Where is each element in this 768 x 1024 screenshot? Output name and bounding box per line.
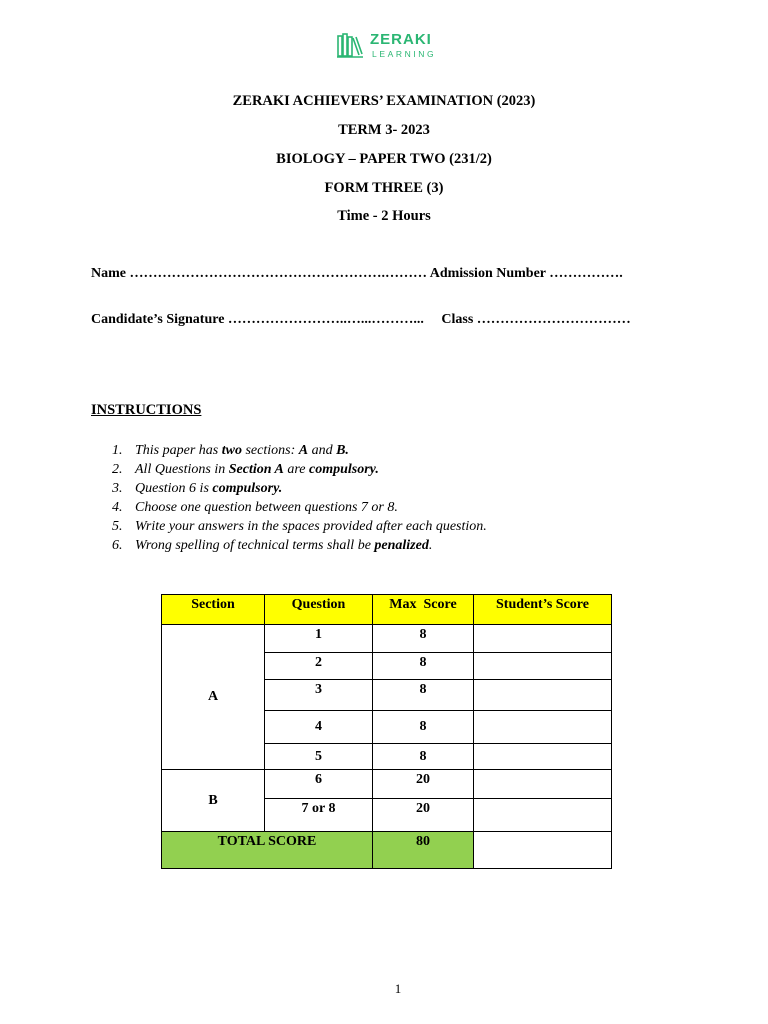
student-score-cell — [474, 680, 612, 711]
max-score-cell: 20 — [373, 799, 474, 832]
instruction-item: 6. Wrong spelling of technical terms shall be penalized. — [112, 538, 433, 553]
student-score-cell — [474, 625, 612, 653]
max-score-cell: 8 — [373, 744, 474, 770]
table-row — [162, 770, 612, 799]
max-score-cell: 20 — [373, 770, 474, 799]
header-student-score: Student’s Score — [474, 595, 612, 625]
instruction-item: 3. Question 6 is compulsory. — [112, 481, 283, 496]
max-score-cell: 8 — [373, 653, 474, 680]
total-score-label: TOTAL SCORE — [162, 832, 373, 869]
name-admission-line: Name ……………………………………………….……… Admission Number ……………. — [91, 266, 623, 281]
signature-class-line: Candidate’s Signature ……………………..…...………... Class …………………………… — [91, 312, 631, 327]
total-student-score — [474, 832, 612, 869]
total-row — [162, 832, 612, 869]
logo-brand-text: ZERAKI — [370, 31, 432, 48]
question-cell: 3 — [265, 680, 373, 711]
header-max-score: Max Score — [373, 595, 474, 625]
score-table — [161, 594, 612, 869]
question-cell: 4 — [265, 711, 373, 744]
exam-subject: BIOLOGY – PAPER TWO (231/2) — [276, 151, 492, 167]
question-cell: 5 — [265, 744, 373, 770]
header-section: Section — [162, 595, 265, 625]
exam-term: TERM 3- 2023 — [338, 122, 430, 138]
max-score-cell: 8 — [373, 711, 474, 744]
question-cell: 6 — [265, 770, 373, 799]
total-max-score: 80 — [373, 832, 474, 869]
student-score-cell — [474, 770, 612, 799]
student-score-cell — [474, 653, 612, 680]
section-b-cell: B — [162, 770, 265, 832]
zeraki-logo — [337, 31, 447, 61]
section-a-cell: A — [162, 625, 265, 770]
instructions-list — [112, 441, 487, 555]
instruction-item: 4. Choose one question between questions 7 or 8. — [112, 500, 398, 515]
exam-time: Time - 2 Hours — [337, 208, 431, 224]
table-header-row — [162, 595, 612, 625]
max-score-cell: 8 — [373, 625, 474, 653]
page-number: 1 — [394, 981, 402, 996]
header-question: Question — [265, 595, 373, 625]
exam-title: ZERAKI ACHIEVERS’ EXAMINATION (2023) — [232, 93, 536, 109]
exam-form: FORM THREE (3) — [324, 180, 444, 196]
student-score-cell — [474, 711, 612, 744]
max-score-cell: 8 — [373, 680, 474, 711]
table-row — [162, 625, 612, 653]
question-cell: 7 or 8 — [265, 799, 373, 832]
student-score-cell — [474, 799, 612, 832]
books-icon — [337, 32, 363, 58]
question-cell: 2 — [265, 653, 373, 680]
instructions-title: INSTRUCTIONS — [91, 402, 202, 418]
instruction-item: 2. All Questions in Section A are compulsory. — [112, 462, 379, 477]
question-cell: 1 — [265, 625, 373, 653]
instruction-item: 1. This paper has two sections: A and B. — [112, 443, 349, 458]
instruction-item: 5. Write your answers in the spaces provided after each question. — [112, 519, 487, 534]
logo-sub-text: LEARNING — [372, 49, 437, 59]
student-score-cell — [474, 744, 612, 770]
